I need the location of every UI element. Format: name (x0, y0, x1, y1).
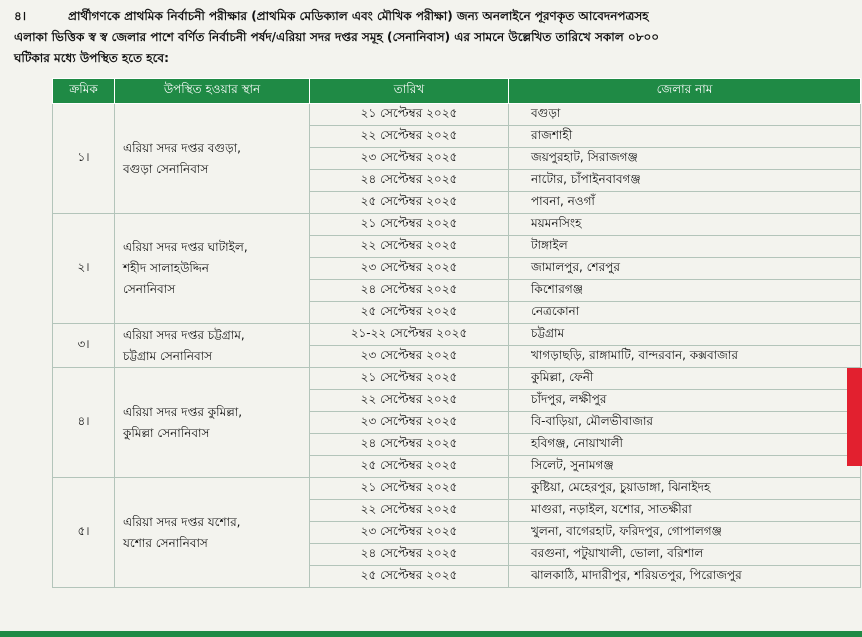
date-cell: ২২ সেপ্টেম্বর ২০২৫ (310, 236, 509, 258)
date-cell: ২৫ সেপ্টেম্বর ২০২৫ (310, 192, 509, 214)
district-cell: টাঙ্গাইল (509, 236, 861, 258)
district-cell: কুমিল্লা, ফেনী (509, 368, 861, 390)
district-cell: হবিগঞ্জ, নোয়াখালী (509, 434, 861, 456)
table-header-row (53, 79, 861, 104)
district-cell: বি-বাড়িয়া, মৌলভীবাজার (509, 412, 861, 434)
venue-line: চট্টগ্রাম সেনানিবাস (123, 348, 213, 363)
venue-cell (115, 214, 310, 324)
date-cell: ২২ সেপ্টেম্বর ২০২৫ (310, 126, 509, 148)
serial-cell: ৩। (53, 324, 115, 368)
venue-line: এরিয়া সদর দপ্তর কুমিল্লা, (123, 404, 243, 419)
district-cell: রাজশাহী (509, 126, 861, 148)
district-cell: ময়মনসিংহ (509, 214, 861, 236)
district-cell: কিশোরগঞ্জ (509, 280, 861, 302)
venue-line: এরিয়া সদর দপ্তর বগুড়া, (123, 140, 241, 155)
district-cell: পাবনা, নওগাঁ (509, 192, 861, 214)
table-row (53, 214, 861, 236)
district-cell: জামালপুর, শেরপুর (509, 258, 861, 280)
district-cell: জয়পুরহাট, সিরাজগঞ্জ (509, 148, 861, 170)
district-cell: সিলেট, সুনামগঞ্জ (509, 456, 861, 478)
instruction-paragraph (14, 6, 860, 69)
instruction-line-3: ঘটিকার মধ্যে উপস্থিত হতে হবে: (14, 51, 169, 65)
header-district: জেলার নাম (509, 79, 861, 104)
date-cell: ২৩ সেপ্টেম্বর ২০২৫ (310, 346, 509, 368)
exam-schedule-table (52, 78, 861, 588)
date-cell: ২১ সেপ্টেম্বর ২০২৫ (310, 104, 509, 126)
table-row (53, 104, 861, 126)
table-row (53, 478, 861, 500)
venue-cell (115, 104, 310, 214)
date-cell: ২৫ সেপ্টেম্বর ২০২৫ (310, 302, 509, 324)
date-cell: ২২ সেপ্টেম্বর ২০২৫ (310, 390, 509, 412)
date-cell: ২৪ সেপ্টেম্বর ২০২৫ (310, 544, 509, 566)
venue-line: এরিয়া সদর দপ্তর চট্টগ্রাম, (123, 327, 245, 342)
date-cell: ২৪ সেপ্টেম্বর ২০২৫ (310, 280, 509, 302)
instruction-text-1: প্রার্থীগণকে প্রাথমিক নির্বাচনী পরীক্ষার (প্রাথমিক মেডিক্যাল এবং মৌখিক পরীক্ষা) জন্য অনলাইনে পূরণকৃত আবেদনপত্রসহ (68, 9, 649, 23)
header-serial: ক্রমিক (53, 79, 115, 104)
venue-line: এরিয়া সদর দপ্তর ঘাটাইল, (123, 240, 248, 254)
serial-cell: ৪। (53, 368, 115, 478)
side-tab-marker (847, 368, 862, 466)
date-cell: ২১ সেপ্টেম্বর ২০২৫ (310, 368, 509, 390)
venue-line: শহীদ সালাহউদ্দিন (123, 261, 209, 275)
venue-cell (115, 478, 310, 588)
date-cell: ২৪ সেপ্টেম্বর ২০২৫ (310, 170, 509, 192)
venue-line: কুমিল্লা সেনানিবাস (123, 425, 210, 440)
district-cell: নাটোর, চাঁপাইনবাবগঞ্জ (509, 170, 861, 192)
district-cell: খুলনা, বাগেরহাট, ফরিদপুর, গোপালগঞ্জ (509, 522, 861, 544)
district-cell: ঝালকাঠি, মাদারীপুর, শরিয়তপুর, পিরোজপুর (509, 566, 861, 588)
district-cell: চাঁদপুর, লক্ষীপুর (509, 390, 861, 412)
table-row (53, 368, 861, 390)
paragraph-number: ৪। (14, 9, 27, 23)
date-cell: ২৩ সেপ্টেম্বর ২০২৫ (310, 258, 509, 280)
date-cell: ২২ সেপ্টেম্বর ২০২৫ (310, 500, 509, 522)
date-cell: ২৪ সেপ্টেম্বর ২০২৫ (310, 434, 509, 456)
venue-cell (115, 368, 310, 478)
venue-line: এরিয়া সদর দপ্তর যশোর, (123, 514, 241, 529)
venue-line: যশোর সেনানিবাস (123, 535, 208, 550)
district-cell: কুষ্টিয়া, মেহেরপুর, চুয়াডাঙ্গা, ঝিনাইদহ (509, 478, 861, 500)
district-cell: বরগুনা, পটুয়াখালী, ভোলা, বরিশাল (509, 544, 861, 566)
district-cell: চট্টগ্রাম (509, 324, 861, 346)
serial-cell: ৫। (53, 478, 115, 588)
date-cell: ২১ সেপ্টেম্বর ২০২৫ (310, 478, 509, 500)
date-cell: ২৩ সেপ্টেম্বর ২০২৫ (310, 412, 509, 434)
table-row (53, 324, 861, 346)
date-cell: ২৩ সেপ্টেম্বর ২০২৫ (310, 148, 509, 170)
instruction-line-1 (14, 6, 860, 27)
district-cell: নেত্রকোনা (509, 302, 861, 324)
date-cell: ২৫ সেপ্টেম্বর ২০২৫ (310, 456, 509, 478)
instruction-line-2: এলাকা ভিত্তিক স্ব স্ব জেলার পাশে বর্ণিত নির্বাচনী পর্ষদ/এরিয়া সদর দপ্তর সমূহ (সেনানিবাস) এর সামনে উল্লেখিত তারিখে সকাল ০৮০০ (14, 30, 660, 44)
venue-line: বগুড়া সেনানিবাস (123, 161, 209, 176)
header-date: তারিখ (310, 79, 509, 104)
header-venue: উপস্থিত হওয়ার স্থান (115, 79, 310, 104)
district-cell: মাগুরা, নড়াইল, যশোর, সাতক্ষীরা (509, 500, 861, 522)
date-cell: ২৫ সেপ্টেম্বর ২০২৫ (310, 566, 509, 588)
venue-line: সেনানিবাস (123, 282, 176, 296)
district-cell: বগুড়া (509, 104, 861, 126)
date-cell: ২১-২২ সেপ্টেম্বর ২০২৫ (310, 324, 509, 346)
district-cell: খাগড়াছড়ি, রাঙ্গামাটি, বান্দরবান, কক্সবাজার (509, 346, 861, 368)
date-cell: ২৩ সেপ্টেম্বর ২০২৫ (310, 522, 509, 544)
bottom-green-bar (0, 631, 862, 637)
date-cell: ২১ সেপ্টেম্বর ২০২৫ (310, 214, 509, 236)
venue-cell (115, 324, 310, 368)
table-body (53, 104, 861, 588)
serial-cell: ১। (53, 104, 115, 214)
serial-cell: ২। (53, 214, 115, 324)
